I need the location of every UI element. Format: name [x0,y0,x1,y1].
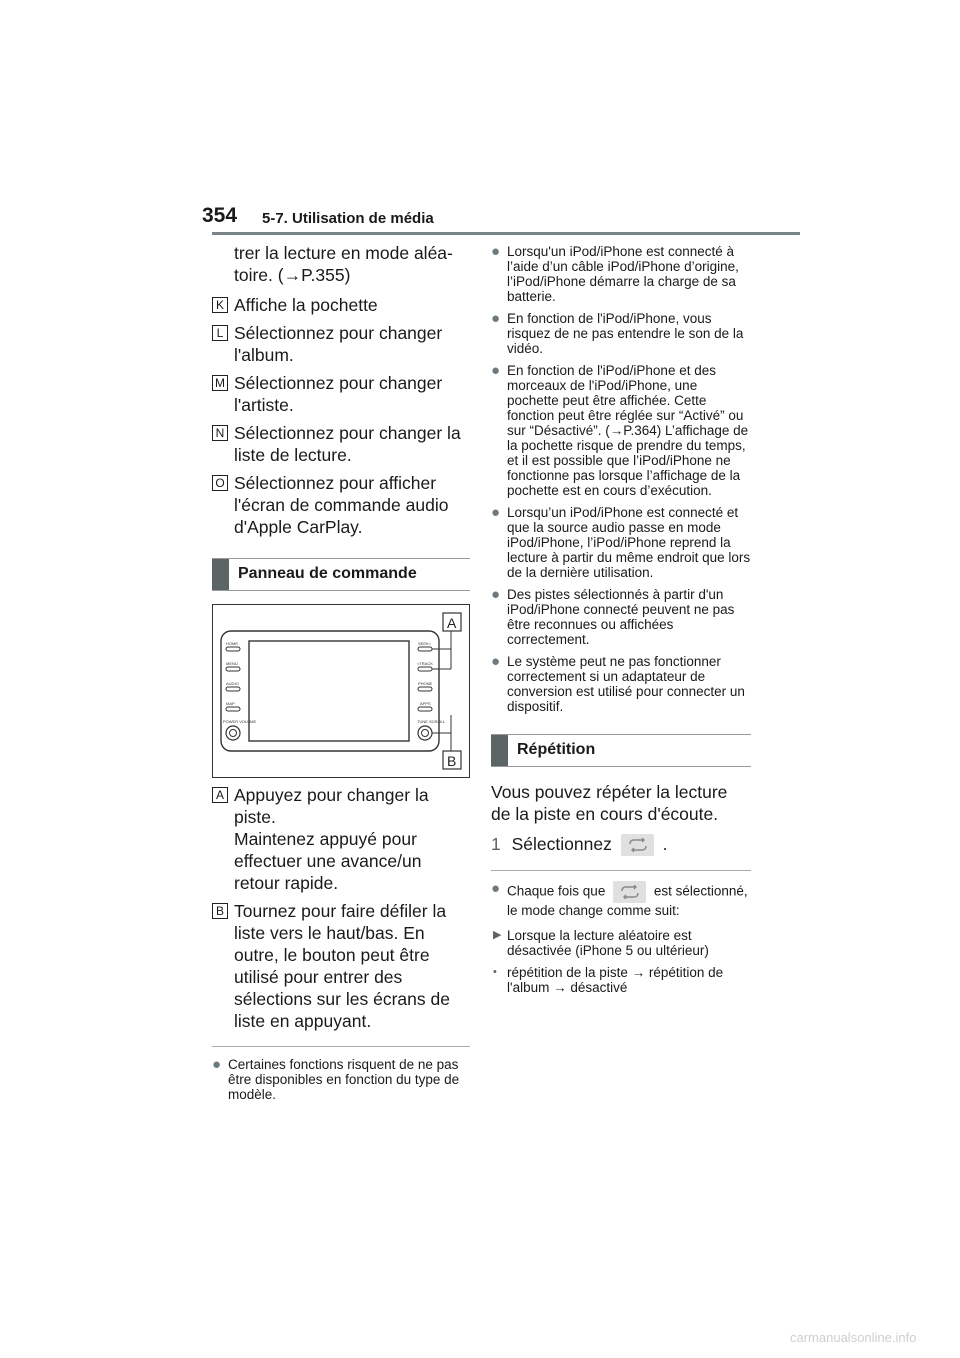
bullet-1 [491,244,751,304]
menu-label: MENU [226,661,238,666]
step-text: Sélectionnez [511,834,612,854]
bullet-1-text: Lorsqu'un iPod/iPhone est connecté à l’aide d’un câble iPod/iPhone d’origine, l’iPod/iPhone démarre la charge de sa batterie. [507,244,739,304]
left-column [212,242,470,544]
watermark: carmanualsonline.info [790,1330,917,1345]
bullet-icon: ● [491,880,501,898]
label-a: A [212,787,228,803]
repeat-button-icon[interactable] [621,834,654,856]
heading-bar [212,559,229,591]
item-b [212,900,470,1032]
bullet-3-text: En fonction de l'iPod/iPhone et des morceaux de l'iPod/iPhone, une pochette peut être affichée. Cette fonction peut être réglée sur “Activé” ou sur “Désactivé”. (→P.364) L’affichage de la pochette risque de prendre du temps, et il est possible que l’iPod/iPhone ne fonctionne pas lorsque l’affichage de la pochette est en cours d’exécution. [507,363,749,498]
callout-a: A [447,615,457,631]
sub-item [491,965,751,995]
bullet-6 [491,654,751,714]
panel-heading [212,558,470,591]
section-title: 5-7. Utilisation de média [262,210,434,227]
repeat-heading-text: Répétition [517,741,596,758]
page-number: 354 [202,204,238,227]
item-k-text: Affiche la pochette [234,295,378,315]
step-1 [491,833,751,856]
right-column [491,244,751,1002]
bullet-icon: ● [491,310,501,327]
step-number: 1 [491,834,501,854]
bullet-icon: ● [491,362,501,379]
sub-heading-text: Lorsque la lecture aléatoire est désactivée (iPhone 5 ou ultérieur) [507,928,709,959]
apps-label: APPS [420,701,431,706]
label-o: O [212,475,228,491]
item-k [212,294,470,316]
item-m-text: Sélectionnez pour changer l'artiste. [234,373,443,415]
item-l [212,322,470,366]
dot-icon: • [493,966,497,979]
label-b: B [212,903,228,919]
power-label: POWER VOLUME [223,719,257,724]
item-b-text: Tournez pour faire défiler la liste vers le haut/bas. En outre, le bouton peut être utilisé pour entrer des sélections sur les écrans de liste en appuyant. [234,901,450,1031]
intro-text [212,242,470,286]
seek-label: SEEK> [418,641,432,646]
bullet-4-text: Lorsqu’un iPod/iPhone est connecté et que la source audio passe en mode iPod/iPhone, l’iPod/iPhone reprend la lecture à partir du même endroit que lors de la dernière utilisation. [507,505,751,580]
bullet-icon: ● [491,586,501,603]
note-rule [212,1046,470,1047]
panel-heading-text: Panneau de commande [238,565,417,582]
step-period: . [662,834,668,854]
item-o [212,472,470,538]
label-l: L [212,325,228,341]
item-o-text: Sélectionnez pour afficher l'écran de commande audio d'Apple CarPlay. [234,473,449,537]
audio-label: AUDIO [226,681,239,686]
bullet-3 [491,363,751,498]
note-item [212,1057,470,1102]
repeat-intro: Vous pouvez répéter la lecture de la piste en cours d'écoute. [491,782,728,824]
label-n: N [212,425,228,441]
home-label: HOME [226,641,238,646]
item-a [212,784,470,894]
callout-b: B [447,753,457,769]
bullet-2 [491,311,751,356]
track-label: <TRACK [417,661,433,666]
bullet-2-text: En fonction de l'iPod/iPhone, vous risquez de ne pas entendre le son de la vidéo. [507,311,744,356]
sub-heading [491,928,751,958]
header-rule [212,232,800,235]
item-m [212,372,470,416]
label-k: K [212,297,228,313]
item-n-text: Sélectionnez pour changer la liste de lecture. [234,423,461,465]
intro-line-2: toire. (→P.355) [234,265,351,285]
sub-item-text: répétition de la piste → répétition de l'album → désactivé [507,965,724,996]
tune-label: TUNE SCROLL [417,719,446,724]
bullet-5-text: Des pistes sélectionnés à partir d'un iPod/iPhone connecté peuvent ne pas être reconnues ou affichées correctement. [507,587,735,647]
heading-bar [491,735,508,767]
bullet-icon: ● [212,1056,222,1073]
each-after: est sélectionné, le mode change comme suit: [507,883,748,919]
bullet-5 [491,587,751,647]
repeat-icon-inline [613,881,646,903]
item-n [212,422,470,466]
phone-label: PHONE [418,681,433,686]
repeat-heading [491,734,751,767]
note-text: Certaines fonctions risquent de ne pas être disponibles en fonction du type de modèle. [228,1057,460,1102]
bullet-6-text: Le système peut ne pas fonctionner correctement si un adaptateur de conversion est utilisé pour connecter un dispositif. [507,654,745,714]
map-label: MAP [226,701,235,706]
bullet-icon: ● [491,653,501,670]
item-a-text-2: Maintenez appuyé pour effectuer une avance/un retour rapide. [234,829,422,893]
item-a-text-1: Appuyez pour changer la piste. [234,785,429,827]
item-l-text: Sélectionnez pour changer l'album. [234,323,443,365]
repeat-note [491,881,751,918]
each-before: Chaque fois que [507,883,606,899]
bullet-icon: ● [491,243,501,260]
panel-items [212,784,470,1109]
bullet-4 [491,505,751,580]
control-panel-figure [212,604,470,778]
notes-rule [491,870,751,871]
label-m: M [212,375,228,391]
intro-line-1: trer la lecture en mode aléa- [234,243,453,263]
triangle-icon: ▶ [493,929,502,942]
bullet-icon: ● [491,504,501,521]
